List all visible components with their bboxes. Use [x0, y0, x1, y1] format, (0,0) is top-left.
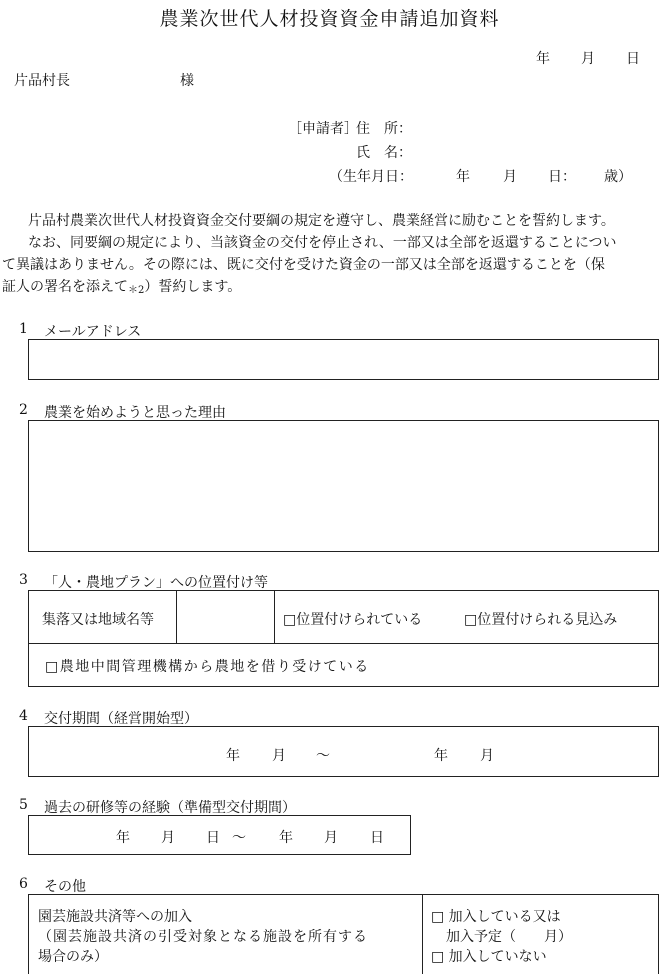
- greenhouse-insurance-label-2: （園芸施設共済の引受対象となる施設を所有する: [38, 929, 368, 945]
- section-1-number: 1: [19, 321, 28, 337]
- other-table-divider: [422, 894, 423, 974]
- section-6-number: 6: [19, 876, 28, 892]
- date-year: 年: [536, 51, 550, 67]
- section-2-number: 2: [19, 402, 28, 418]
- plan-table-col-1: [176, 590, 177, 644]
- training-tilde: ～: [232, 830, 246, 846]
- addressee-honorific: 様: [180, 73, 194, 89]
- planned-join-month: 加入予定（ 月）: [446, 929, 572, 945]
- pledge-line-3: て異議はありません。その際には、既に交付を受けた資金の一部又は全部を返還することを（保: [2, 257, 605, 273]
- plan-table-col-2: [274, 590, 275, 644]
- birth-open: （生年月日：: [329, 169, 413, 185]
- pledge-line-4: 証人の署名を添えて＊2）誓約します。: [2, 279, 242, 296]
- address-label: 住 所：: [356, 121, 412, 137]
- addressee-name: 片品村長: [14, 73, 70, 89]
- area-label: 集落又は地域名等: [42, 612, 154, 628]
- training-to-year: 年: [279, 830, 293, 846]
- section-5-number: 5: [19, 797, 28, 813]
- section-3-label: 「人・農地プラン」への位置付け等: [44, 575, 268, 591]
- pledge-line-1: 片品村農業次世代人材投資資金交付要綱の規定を遵守し、農業経営に励むことを誓約します。: [28, 213, 615, 229]
- grant-period-field[interactable]: [28, 726, 659, 777]
- date-month: 月: [581, 51, 595, 67]
- grant-to-month: 月: [480, 748, 494, 764]
- grant-from-year: 年: [226, 748, 240, 764]
- section-4-label: 交付期間（経営開始型）: [44, 711, 198, 727]
- area-name-field[interactable]: [178, 592, 272, 641]
- greenhouse-insurance-label-1: 園芸施設共済等への加入: [38, 909, 192, 925]
- reason-field[interactable]: [28, 420, 659, 552]
- section-2-label: 農業を始めようと思った理由: [44, 405, 226, 421]
- training-to-month: 月: [324, 830, 338, 846]
- option-lease-checkbox[interactable]: □農地中間管理機構から農地を借り受けている: [45, 659, 370, 675]
- birth-day: 日：: [548, 169, 576, 185]
- training-from-day: 日: [206, 830, 220, 846]
- document-title: 農業次世代人材投資資金申請追加資料: [159, 8, 500, 30]
- section-4-number: 4: [19, 708, 28, 724]
- grant-tilde: ～: [316, 748, 330, 764]
- joined-or-planned-checkbox[interactable]: □ 加入している又は: [431, 909, 561, 925]
- training-to-day: 日: [370, 830, 384, 846]
- section-5-label: 過去の研修等の経験（準備型交付期間）: [44, 800, 296, 816]
- grant-from-month: 月: [272, 748, 286, 764]
- name-label: 氏 名：: [356, 145, 412, 161]
- section-6-label: その他: [44, 879, 86, 895]
- greenhouse-insurance-label-3: 場合のみ）: [38, 949, 108, 965]
- date-day: 日: [626, 51, 640, 67]
- section-1-label: メールアドレス: [44, 324, 142, 340]
- birth-year: 年: [456, 169, 470, 185]
- applicant-label: ［申請者］: [288, 121, 358, 137]
- birth-month: 月: [503, 169, 517, 185]
- option-expected-checkbox[interactable]: □位置付けられる見込み: [464, 612, 618, 628]
- training-from-year: 年: [116, 830, 130, 846]
- option-positioned-checkbox[interactable]: □位置付けられている: [283, 612, 423, 628]
- section-3-number: 3: [19, 572, 28, 588]
- grant-to-year: 年: [434, 748, 448, 764]
- plan-table-divider: [28, 643, 659, 644]
- email-field[interactable]: [28, 339, 659, 380]
- note-mark: ＊2: [128, 285, 145, 296]
- pledge-line-2: なお、同要綱の規定により、当該資金の交付を停止され、一部又は全部を返還することについ: [28, 235, 617, 251]
- not-joined-checkbox[interactable]: □ 加入していない: [431, 949, 547, 965]
- training-from-month: 月: [161, 830, 175, 846]
- birth-age: 歳）: [604, 169, 632, 185]
